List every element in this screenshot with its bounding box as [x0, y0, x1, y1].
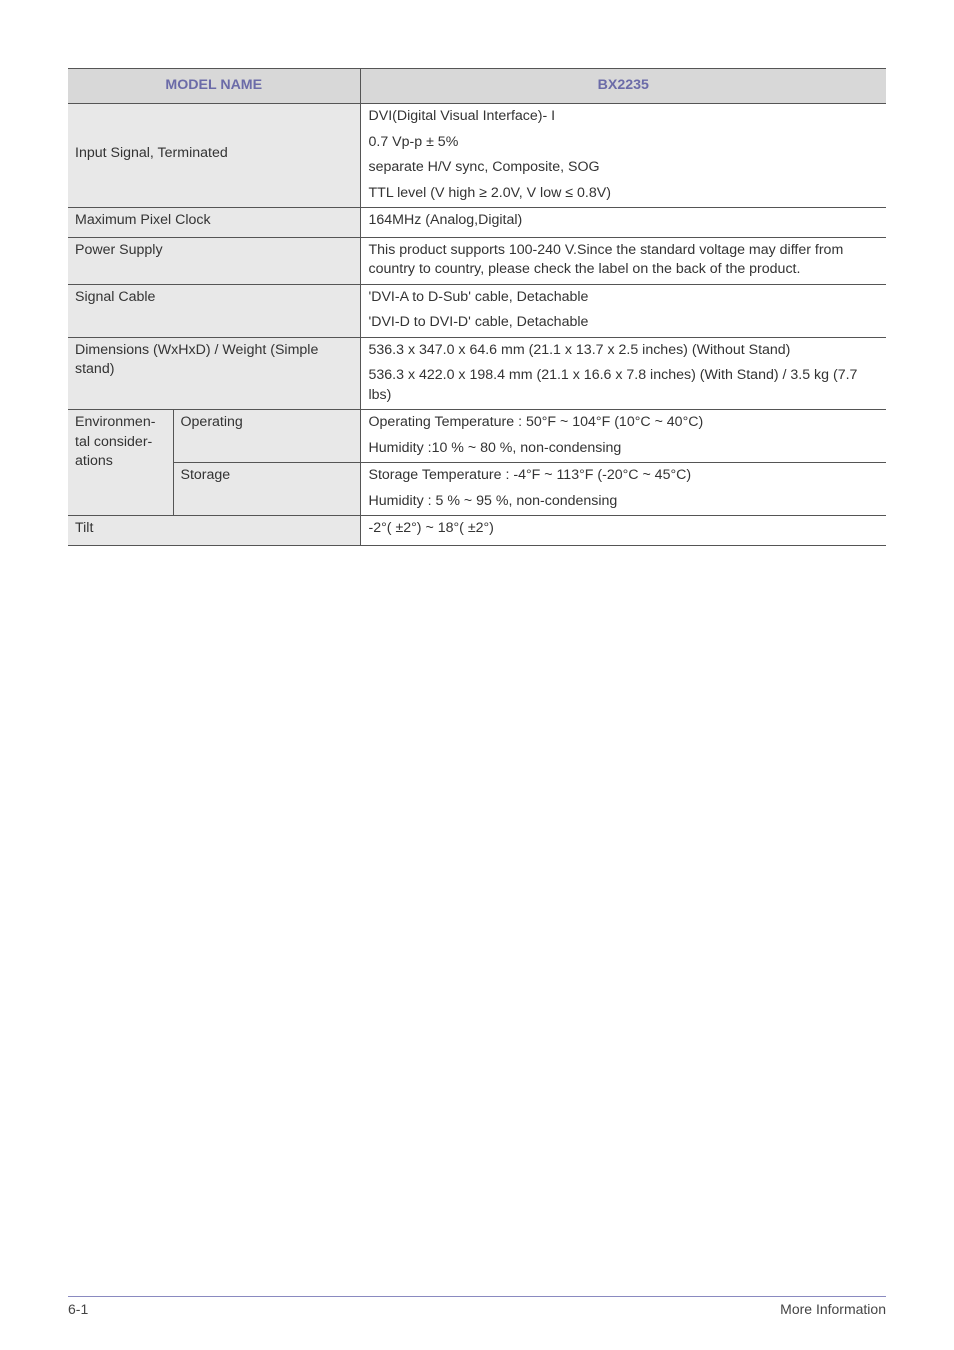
tilt-line: -2°( ±2°) ~ 18°( ±2°) [368, 520, 494, 536]
input-signal-line: separate H/V sync, Composite, SOG [368, 159, 600, 175]
environmental-label [68, 410, 173, 516]
tilt-label: Tilt [68, 516, 360, 546]
environmental-label-line: Environmen- [75, 414, 156, 430]
signal-cable-line: 'DVI-A to D-Sub' cable, Detachable [368, 288, 589, 305]
input-signal-line: 0.7 Vp-p ± 5% [368, 133, 459, 150]
table-row [68, 208, 886, 238]
pixel-clock-line: 164MHz (Analog,Digital) [368, 212, 523, 228]
signal-cable-value [360, 284, 886, 337]
model-name-header: MODEL NAME [68, 69, 360, 104]
storage-line: Storage Temperature : -4°F ~ 113°F (-20°C ~ 45°C) [368, 467, 692, 483]
input-signal-line: DVI(Digital Visual Interface)- I [368, 108, 556, 124]
signal-cable-line: 'DVI-D to DVI-D' cable, Detachable [368, 314, 589, 330]
environmental-label-line: tal consider- [75, 433, 153, 450]
model-value-header: BX2235 [360, 69, 886, 104]
dimensions-line: 536.3 x 347.0 x 64.6 mm (21.1 x 13.7 x 2.5 inches) (Without Stand) [368, 341, 791, 358]
table-row [68, 284, 886, 337]
table-row [68, 516, 886, 546]
spec-table [68, 68, 886, 546]
signal-cable-label: Signal Cable [68, 284, 360, 337]
pixel-clock-label: Maximum Pixel Clock [68, 208, 360, 238]
table-row [68, 410, 886, 463]
table-row [68, 463, 886, 516]
input-signal-label: Input Signal, Terminated [68, 104, 360, 208]
operating-label: Operating [173, 410, 360, 463]
input-signal-value [360, 104, 886, 208]
header-row [68, 69, 886, 104]
page-number: 6-1 [68, 1301, 89, 1317]
footer-divider [68, 1296, 886, 1297]
operating-line: Operating Temperature : 50°F ~ 104°F (10°C ~ 40°C) [368, 414, 704, 430]
dimensions-value [360, 337, 886, 410]
power-supply-value [360, 237, 886, 284]
dimensions-line: 536.3 x 422.0 x 198.4 mm (21.1 x 16.6 x 7.8 inches) (With Stand) / 3.5 kg (7.7 lbs) [368, 367, 858, 403]
storage-line: Humidity : 5 % ~ 95 %, non-condensing [368, 492, 618, 509]
pixel-clock-value [360, 208, 886, 238]
section-title: More Information [780, 1301, 886, 1317]
environmental-label-line: ations [75, 453, 113, 469]
operating-value [360, 410, 886, 463]
dimensions-label: Dimensions (WxHxD) / Weight (Simple stand) [68, 337, 360, 410]
operating-line: Humidity :10 % ~ 80 %, non-condensing [368, 439, 622, 456]
table-row [68, 237, 886, 284]
storage-value [360, 463, 886, 516]
tilt-value [360, 516, 886, 546]
table-row [68, 337, 886, 410]
storage-label: Storage [173, 463, 360, 516]
input-signal-line: TTL level (V high ≥ 2.0V, V low ≤ 0.8V) [368, 184, 611, 201]
table-row [68, 104, 886, 208]
power-supply-line: This product supports 100-240 V.Since the standard voltage may differ from country to country, please check the label on the back of the product. [368, 241, 844, 277]
power-supply-label: Power Supply [68, 237, 360, 284]
